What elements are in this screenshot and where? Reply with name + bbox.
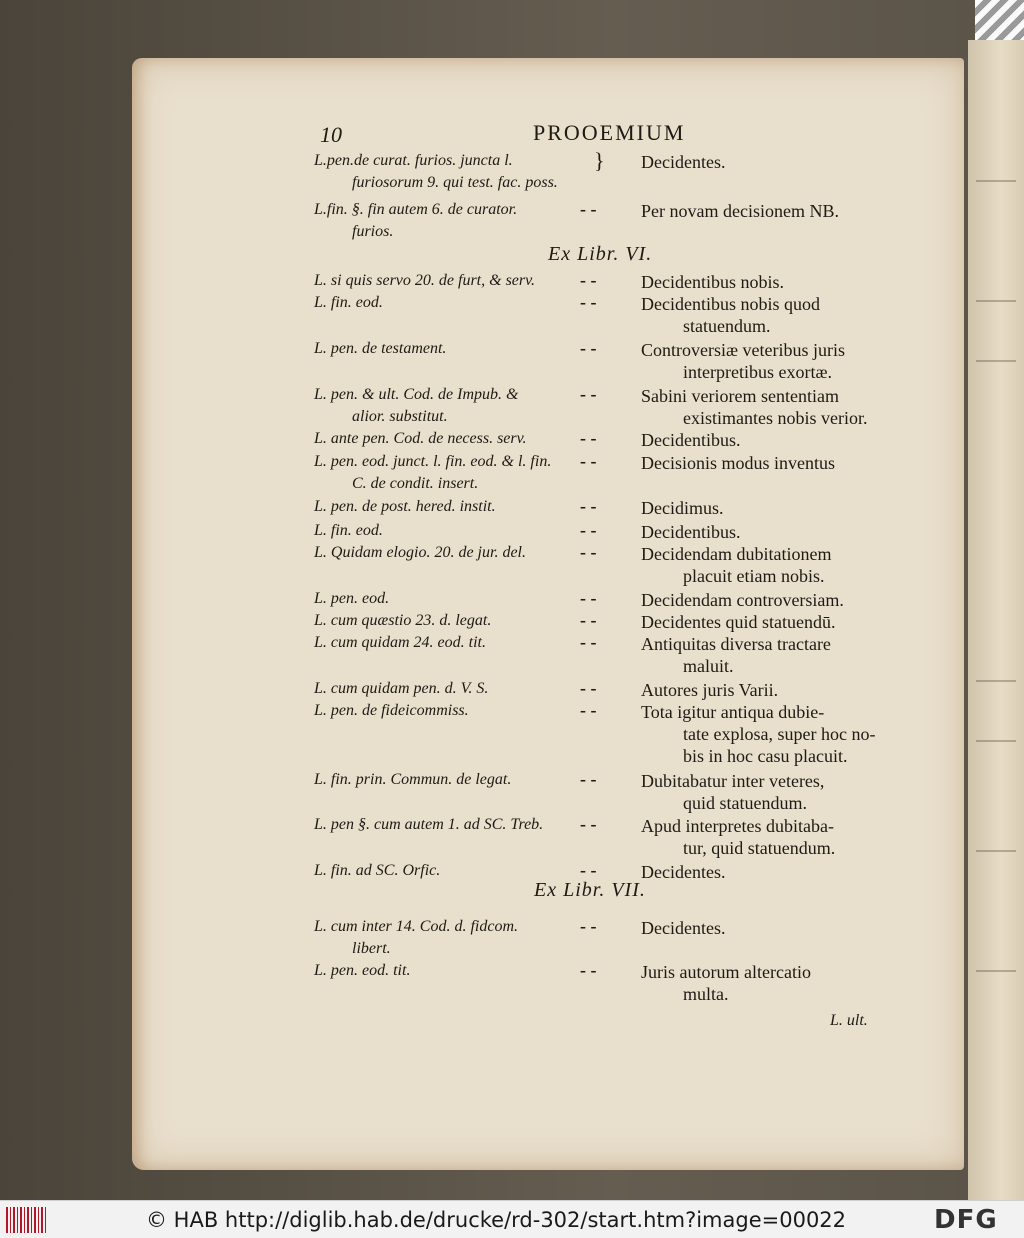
entry-reference: L. pen. eod. junct. l. fin. eod. & l. fin. <box>314 453 552 470</box>
entry-gloss: multa. <box>683 984 729 1004</box>
page-title: PROOEMIUM <box>533 120 686 145</box>
entry-reference: L. cum quidam 24. eod. tit. <box>314 634 486 651</box>
catchword: L. ult. <box>830 1012 868 1029</box>
entry-gloss: Decidentibus. <box>641 522 741 542</box>
entry-reference: L. ante pen. Cod. de necess. serv. <box>314 430 527 447</box>
entry-gloss: placuit etiam nobis. <box>683 566 825 586</box>
leader-dashes: - - <box>580 610 597 630</box>
entry-gloss: Per novam decisionem NB. <box>641 201 839 221</box>
entry-reference: L. Quidam elogio. 20. de jur. del. <box>314 544 526 561</box>
entry-gloss: Decidentes. <box>641 862 726 882</box>
entry-gloss: statuendum. <box>683 316 771 336</box>
entry-gloss: Decidimus. <box>641 498 724 518</box>
leader-dashes: - - <box>580 270 597 290</box>
entry-reference: L.fin. §. fin autem 6. de curator. <box>314 201 518 218</box>
entry-gloss: Decidentibus nobis. <box>641 272 784 292</box>
entry-gloss: Decidentes quid statuendū. <box>641 612 836 632</box>
entry-gloss: Decidentes. <box>641 152 726 172</box>
entry-reference: L. cum quidam pen. d. V. S. <box>314 680 489 697</box>
entry-gloss: Sabini veriorem sententiam <box>641 386 839 406</box>
leader-dashes: - - <box>580 451 597 471</box>
entry-gloss: Antiquitas diversa tractare <box>641 634 831 654</box>
entry-reference: L. pen. de testament. <box>314 340 447 357</box>
entry-reference: L. pen. & ult. Cod. de Impub. & <box>314 386 519 403</box>
leader-dashes: - - <box>580 496 597 516</box>
section-heading: Ex Libr. VI. <box>548 243 653 265</box>
leader-dashes: - - <box>580 632 597 652</box>
entry-reference: C. de condit. insert. <box>352 475 479 492</box>
entry-reference: L. cum inter 14. Cod. d. fidcom. <box>314 918 518 935</box>
entry-gloss: Decisionis modus inventus <box>641 453 835 473</box>
entry-reference: L. cum quæstio 23. d. legat. <box>314 612 492 629</box>
entry-reference: alior. substitut. <box>352 408 448 425</box>
entry-gloss: Controversiæ veteribus juris <box>641 340 845 360</box>
footer-bar <box>0 1200 1024 1238</box>
leader-dashes: - - <box>580 678 597 698</box>
entry-gloss: maluit. <box>683 656 734 676</box>
entry-reference: L.pen.de curat. furios. juncta l. <box>314 152 513 169</box>
leader-dashes: - - <box>580 338 597 358</box>
entry-reference: L. pen §. cum autem 1. ad SC. Treb. <box>314 816 544 833</box>
entry-reference: L. pen. eod. tit. <box>314 962 411 979</box>
entry-reference: L. fin. eod. <box>314 294 383 311</box>
entry-gloss: Decidentibus nobis quod <box>641 294 820 314</box>
leader-dashes: - - <box>580 916 597 936</box>
adjacent-page-edge <box>968 40 1024 1200</box>
entry-reference: furios. <box>352 223 394 240</box>
entry-reference: L. fin. prin. Commun. de legat. <box>314 771 512 788</box>
entry-reference: L. pen. de fideicommiss. <box>314 702 469 719</box>
leader-dashes: - - <box>580 769 597 789</box>
entry-reference: furiosorum 9. qui test. fac. poss. <box>352 174 558 191</box>
entry-gloss: Autores juris Varii. <box>641 680 779 700</box>
page-number: 10 <box>320 122 342 147</box>
entry-reference: libert. <box>352 940 391 957</box>
entry-reference: L. si quis servo 20. de furt, & serv. <box>314 272 536 289</box>
entry-gloss: Dubitabatur inter veteres, <box>641 771 825 791</box>
entry-gloss: quid statuendum. <box>683 793 807 813</box>
entry-gloss: Apud interpretes dubitaba- <box>641 816 834 836</box>
leader-dashes: - - <box>580 588 597 608</box>
leader-dashes: - - <box>580 542 597 562</box>
leader-dashes: - - <box>580 292 597 312</box>
leader-dashes: - - <box>580 960 597 980</box>
entry-gloss: bis in hoc casu placuit. <box>683 746 848 766</box>
leader-dashes: - - <box>580 814 597 834</box>
entry-gloss: Decidentes. <box>641 918 726 938</box>
leader-dashes: - - <box>580 700 597 720</box>
section-heading: Ex Libr. VII. <box>534 879 646 901</box>
entry-reference: L. pen. de post. hered. instit. <box>314 498 496 515</box>
entry-gloss: existimantes nobis verior. <box>683 408 868 428</box>
source-link[interactable]: © HAB http://diglib.hab.de/drucke/rd-302/start.htm?image=00022 <box>146 1208 847 1232</box>
leader-dashes: - - <box>580 199 597 219</box>
leader-dashes: - - <box>580 520 597 540</box>
entry-gloss: Tota igitur antiqua dubie- <box>641 702 825 722</box>
leader-dashes: - - <box>580 428 597 448</box>
entry-gloss: tate explosa, super hoc no- <box>683 724 876 744</box>
entry-gloss: Decidendam controversiam. <box>641 590 844 610</box>
leader-dashes: - - <box>580 384 597 404</box>
entry-reference: L. fin. ad SC. Orfic. <box>314 862 441 879</box>
entry-reference: L. pen. eod. <box>314 590 390 607</box>
leader-dashes: - - <box>580 860 597 880</box>
entry-reference: L. fin. eod. <box>314 522 383 539</box>
dfg-logo: DFG <box>934 1205 998 1235</box>
entry-gloss: Decidentibus. <box>641 430 741 450</box>
scan-corner-marker <box>975 0 1024 40</box>
entry-gloss: Juris autorum altercatio <box>641 962 811 982</box>
entry-gloss: tur, quid statuendum. <box>683 838 836 858</box>
book-page <box>132 58 964 1170</box>
entry-gloss: interpretibus exortæ. <box>683 362 832 382</box>
brace-mark: } <box>594 148 605 173</box>
hab-logo-icon <box>6 1207 46 1233</box>
entry-gloss: Decidendam dubitationem <box>641 544 832 564</box>
